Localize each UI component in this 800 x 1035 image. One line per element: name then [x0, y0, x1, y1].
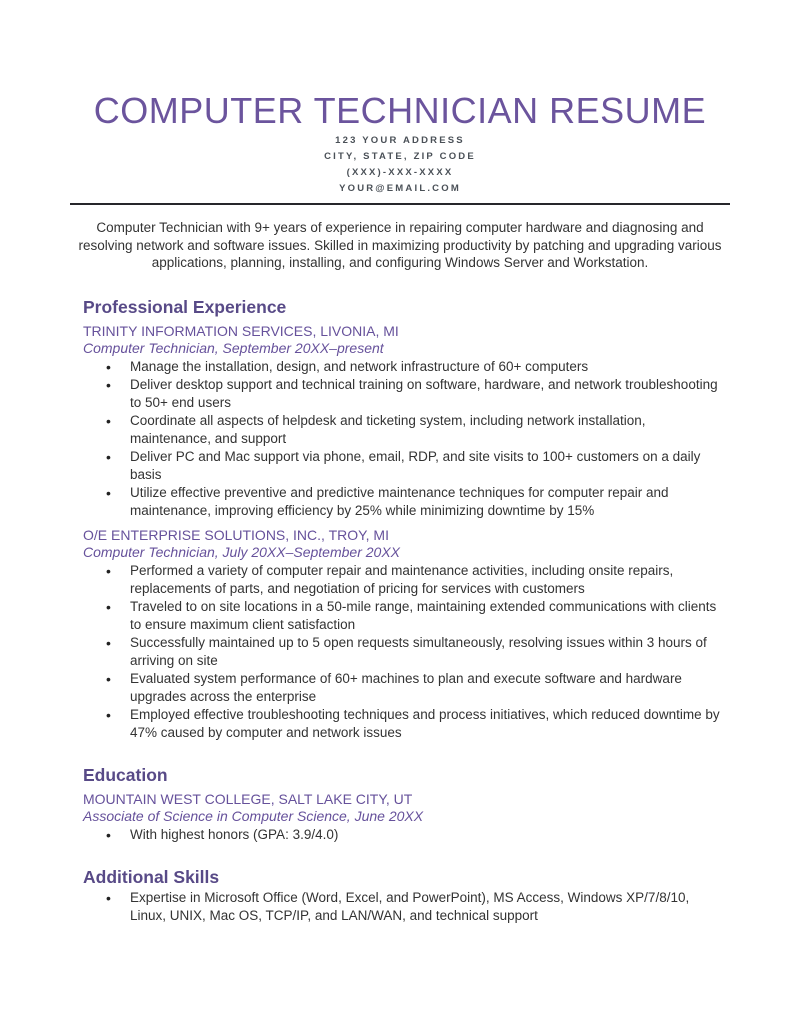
summary-text: Computer Technician with 9+ years of experience in repairing computer hardware and diagnosing and resolving network and software issues. Skilled in maximizing productivity by patching and upgrading various applications, planning, installing, and configuring Windows Server and Workstation. [78, 220, 722, 270]
resume-header [70, 90, 730, 197]
experience-heading: Professional Experience [83, 296, 287, 317]
resume-title: COMPUTER TECHNICIAN RESUME [93, 90, 707, 131]
skills-heading: Additional Skills [83, 866, 220, 887]
bullet-item: • With highest honors (GPA: 3.9/4.0) [130, 826, 722, 844]
job-bullet-list [70, 562, 730, 742]
company-name: TRINITY INFORMATION SERVICES, LIVONIA, MI [83, 322, 399, 339]
school-name: MOUNTAIN WEST COLLEGE, SALT LAKE CITY, UT [83, 790, 413, 807]
bullet-item: • Successfully maintained up to 5 open requests simultaneously, resolving issues within 3 hours of arriving on site [130, 634, 722, 670]
section-education [70, 764, 730, 844]
company-name: O/E ENTERPRISE SOLUTIONS, INC., TROY, MI [83, 526, 389, 543]
bullet-item: • Deliver PC and Mac support via phone, email, RDP, and site visits to 100+ customers on a daily basis [130, 448, 722, 484]
contact-block [70, 133, 730, 197]
bullet-item: • Employed effective troubleshooting techniques and process initiatives, which reduced downtime by 47% caused by computer and network issues [130, 706, 722, 742]
job-title-dates: Computer Technician, July 20XX–September 20XX [83, 543, 400, 560]
bullet-item: • Evaluated system performance of 60+ machines to plan and execute software and hardware upgrades across the enterprise [130, 670, 722, 706]
section-professional-experience [70, 296, 730, 742]
education-heading: Education [83, 764, 168, 785]
bullet-item: • Deliver desktop support and technical training on software, hardware, and network troubleshooting to 50+ end users [130, 376, 722, 412]
contact-phone: (XXX)-XXX-XXXX [346, 167, 454, 178]
skills-bullet-list [70, 889, 730, 925]
bullet-item: • Performed a variety of computer repair and maintenance activities, including onsite repairs, replacements of parts, and negotiation of pricing for services with customers [130, 562, 722, 598]
bullet-item: • Traveled to on site locations in a 50-mile range, maintaining extended communications with clients to ensure maximum client satisfaction [130, 598, 722, 634]
header-divider [70, 203, 730, 205]
bullet-item: • Expertise in Microsoft Office (Word, Excel, and PowerPoint), MS Access, Windows XP/7/8/10, Linux, UNIX, Mac OS, TCP/IP, and LAN/WAN, and technical support [130, 889, 722, 925]
bullet-item: • Utilize effective preventive and predictive maintenance techniques for computer repair and maintenance, improving efficiency by 25% while minimizing downtime by 15% [130, 484, 722, 520]
section-additional-skills [70, 866, 730, 925]
job-entry-oe-enterprise [70, 527, 730, 742]
job-title-dates: Computer Technician, September 20XX–present [83, 339, 384, 356]
education-bullet-list [70, 826, 730, 844]
job-bullet-list [70, 358, 730, 520]
contact-email: YOUR@EMAIL.COM [339, 183, 461, 194]
degree-dates: Associate of Science in Computer Science, June 20XX [83, 807, 424, 824]
contact-city-state-zip: CITY, STATE, ZIP CODE [324, 151, 476, 162]
job-entry-trinity [70, 323, 730, 520]
bullet-item: • Manage the installation, design, and network infrastructure of 60+ computers [130, 358, 722, 376]
bullet-item: • Coordinate all aspects of helpdesk and ticketing system, including network installation, maintenance, and support [130, 412, 722, 448]
contact-address: 123 YOUR ADDRESS [335, 135, 465, 146]
